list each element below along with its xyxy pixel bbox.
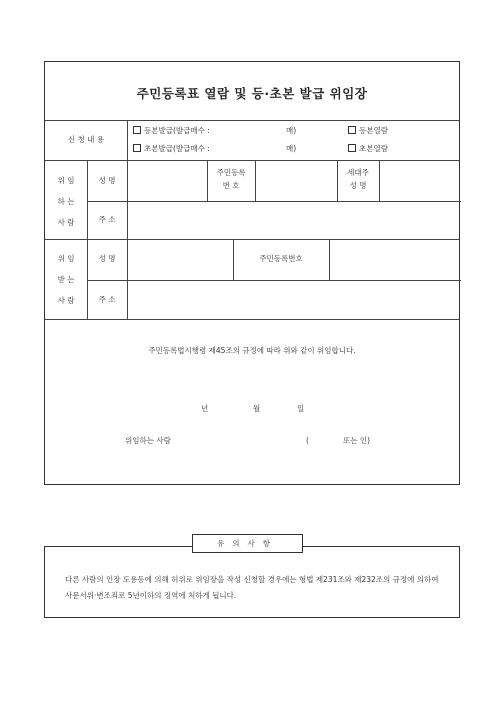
delegate-group-label-1: 위 임 xyxy=(57,254,75,263)
delegator-group-label-2: 하 는 xyxy=(57,197,75,206)
checkbox[interactable] xyxy=(348,144,356,152)
delegator-group-label-3: 사 람 xyxy=(57,218,75,227)
divider xyxy=(45,239,459,240)
divider xyxy=(45,120,459,121)
divider xyxy=(87,201,461,202)
issue-option-2[interactable]: 초본발급(발급매수 : xyxy=(133,144,210,154)
signature-label: 위임하는 사람 xyxy=(125,436,171,445)
divider xyxy=(45,160,459,161)
household-head-label: 세대주 xyxy=(347,168,369,177)
delegate-name-label: 성 명 xyxy=(98,254,116,263)
delegate-id-label: 주민등록번호 xyxy=(259,254,303,263)
delegator-name-label: 성 명 xyxy=(98,176,116,185)
issue-count-unit-2: 매) xyxy=(286,144,297,153)
checkbox[interactable] xyxy=(133,126,141,134)
delegate-group-label-3: 사 람 xyxy=(57,296,75,305)
issue-count-unit-1: 매) xyxy=(286,126,297,135)
date-month: 월 xyxy=(253,404,261,413)
date-year: 년 xyxy=(201,404,209,413)
application-label: 신 청 내 용 xyxy=(67,135,105,144)
checkbox[interactable] xyxy=(133,144,141,152)
divider xyxy=(45,319,459,320)
divider xyxy=(87,280,461,281)
delegate-address-label: 주 소 xyxy=(98,295,116,304)
notice-title: 유의사항 xyxy=(192,534,303,553)
delegation-statement: 주민등록법시행령 제45조의 규정에 따라 위와 같이 위임합니다. xyxy=(148,346,356,355)
delegator-id-label: 주민등록 xyxy=(216,168,246,177)
delegation-form xyxy=(44,61,460,485)
view-option-1[interactable]: 등본열람 xyxy=(348,126,388,136)
signature-paren: ( xyxy=(306,436,309,445)
delegator-group-label-1: 위 임 xyxy=(57,176,75,185)
delegator-address-label: 주 소 xyxy=(98,215,116,224)
divider xyxy=(255,160,256,201)
notice-box xyxy=(44,539,460,618)
delegator-id-label: 번 호 xyxy=(222,181,240,190)
form-title: 주민등록표 열람 및 등·초본 발급 위임장 xyxy=(136,86,368,101)
date-day: 일 xyxy=(297,404,305,413)
divider xyxy=(329,239,330,280)
checkbox[interactable] xyxy=(348,126,356,134)
seal-label: 또는 인) xyxy=(343,436,371,445)
issue-option-1[interactable]: 등본발급(발급매수 : xyxy=(133,126,210,136)
delegate-group-label-2: 받 는 xyxy=(57,275,75,284)
notice-text: 다른 사람의 인장 도용등에 의해 허위로 위임장을 작성 신청할 경우에는 형법 제231조와 제232조의 규정에 의하여 사문서위·변조죄로 5년이하의 징역에 처하게 됩니다. xyxy=(65,575,439,600)
household-head-label: 성 명 xyxy=(349,181,367,190)
view-option-2[interactable]: 초본열람 xyxy=(348,144,388,154)
divider xyxy=(379,160,380,201)
divider xyxy=(127,120,128,319)
